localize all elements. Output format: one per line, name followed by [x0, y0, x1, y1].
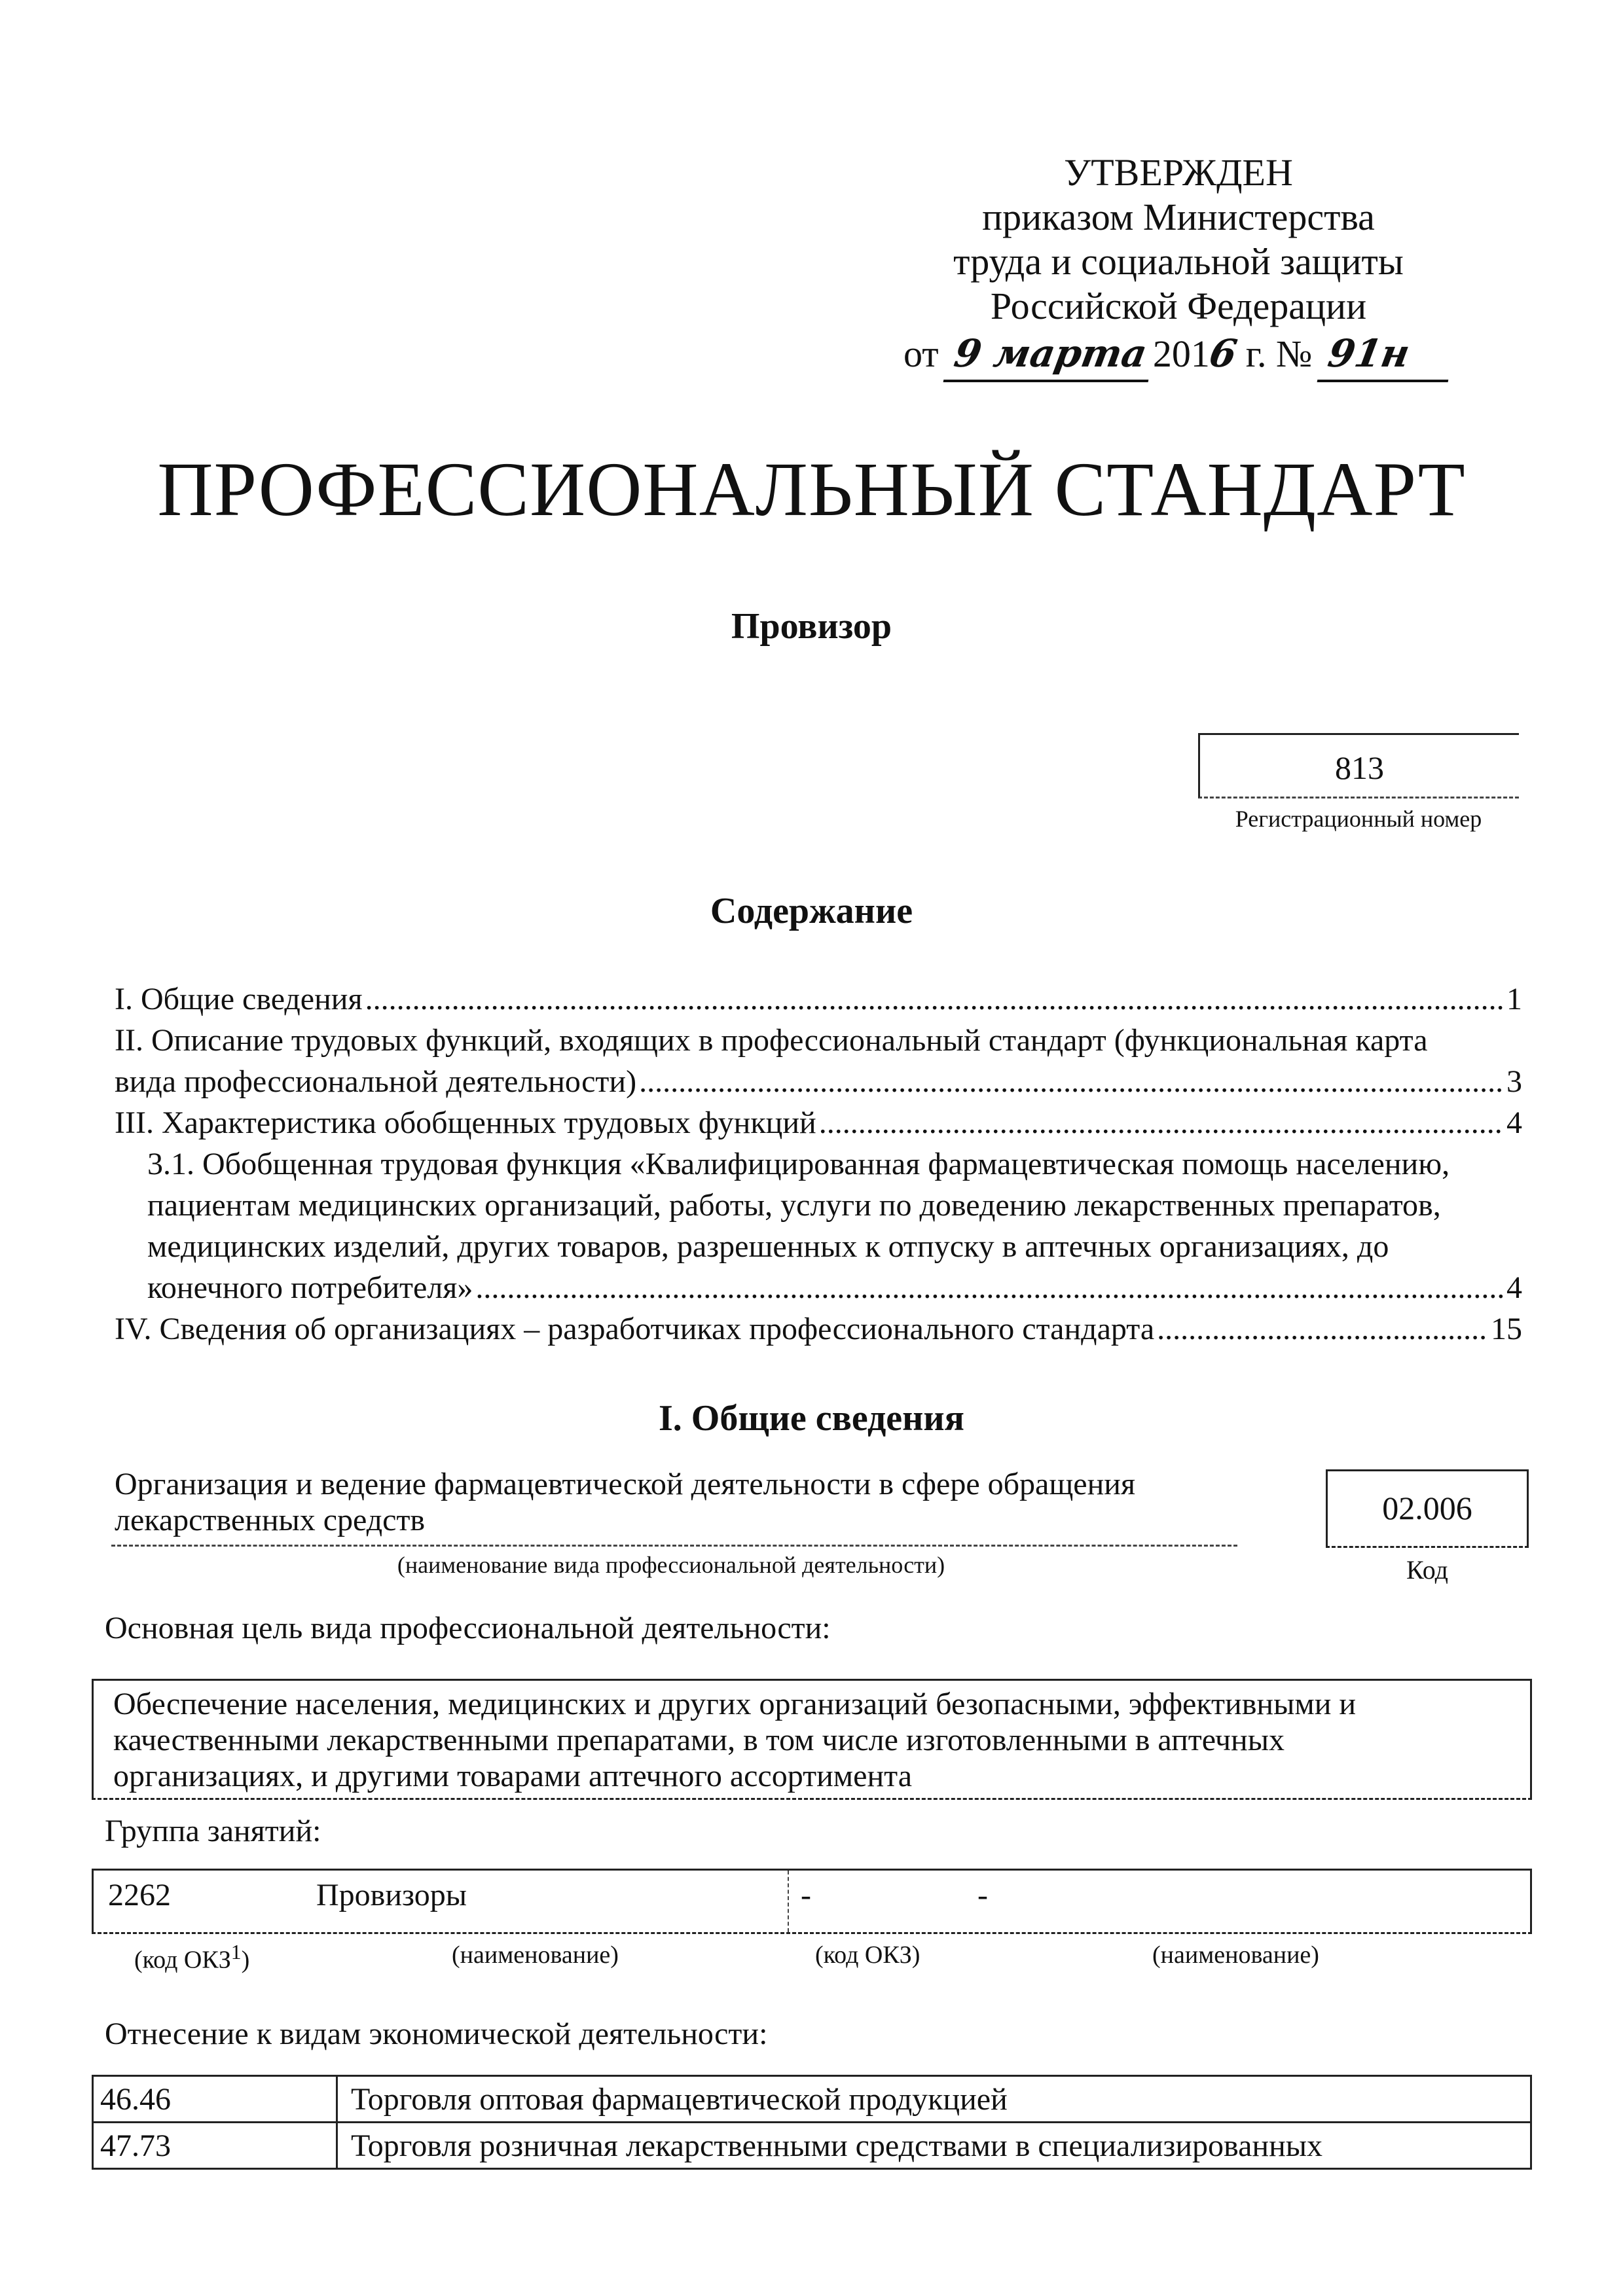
goal-line: качественными лекарственными препаратами, в том числе изготовленными в аптечных — [113, 1723, 1285, 1757]
table-row — [93, 2123, 1531, 2169]
activity-name — [115, 1466, 1228, 1538]
okz-name-2-caption: (наименование) — [1152, 1941, 1319, 1969]
registration-caption: Регистрационный номер — [1235, 806, 1482, 832]
toc-leader-dots — [365, 978, 1504, 1020]
okved-name: Торговля оптовая фармацевтической продукцией — [337, 2076, 1531, 2123]
toc-item-page: 3 — [1506, 1064, 1522, 1099]
activity-code-box: 02.006 — [1326, 1469, 1529, 1548]
activity-caption: (наименование вида профессиональной деятельности) — [397, 1552, 945, 1578]
toc-item[interactable] — [115, 1308, 1522, 1350]
okz-code-caption-text: (код ОКЗ — [134, 1946, 231, 1974]
activity-name-line: лекарственных средств — [115, 1503, 426, 1537]
document-title: ПРОФЕССИОНАЛЬНЫЙ СТАНДАРТ — [157, 446, 1466, 532]
approval-line: приказом Министерства — [982, 196, 1375, 238]
toc-item-page: 15 — [1491, 1312, 1522, 1346]
toc-item-text: III. Характеристика обобщенных трудовых функций — [115, 1105, 816, 1140]
profession-name: Провизор — [731, 606, 892, 647]
okved-code: 46.46 — [93, 2076, 337, 2123]
goal-box — [92, 1679, 1532, 1800]
goal-label: Основная цель вида профессиональной деятельности: — [105, 1611, 831, 1645]
toc-item[interactable] — [115, 1061, 1522, 1102]
date-prefix: от — [903, 332, 939, 375]
activity-code-caption: Код — [1406, 1555, 1448, 1585]
table-row — [93, 2076, 1531, 2123]
date-year-prefix: 201 — [1152, 332, 1210, 375]
okved-code: 47.73 — [93, 2123, 337, 2169]
handwritten-date — [943, 327, 1158, 382]
footnote-marker: 1 — [230, 1941, 242, 1964]
toc-leader-dots — [819, 1102, 1504, 1143]
okved-table — [92, 2075, 1532, 2170]
date-year-last: 6 — [1205, 331, 1241, 376]
goal-line: организациях, и другими товарами аптечного ассортимента — [113, 1759, 912, 1793]
activity-underline — [111, 1545, 1237, 1547]
toc-item-text: вида профессиональной деятельности) — [115, 1064, 637, 1099]
date-day: 9 — [951, 331, 985, 376]
okz-name-2: - — [977, 1878, 988, 1912]
toc-item-text[interactable]: медицинских изделий, других товаров, разрешенных к отпуску в аптечных организациях, до — [147, 1229, 1389, 1264]
okz-code-2: - — [801, 1878, 811, 1912]
toc-item-page: 1 — [1506, 982, 1522, 1016]
section-heading: I. Общие сведения — [659, 1398, 964, 1439]
approval-date-line — [903, 327, 1453, 382]
toc-heading: Содержание — [710, 891, 913, 931]
approval-line: УТВЕРЖДЕН — [1064, 151, 1293, 194]
approval-line: труда и социальной защиты — [953, 240, 1404, 283]
okved-name: Торговля розничная лекарственными средствами в специализированных — [337, 2123, 1531, 2169]
toc-item-text[interactable]: 3.1. Обобщенная трудовая функция «Квалифицированная фармацевтическая помощь населению, — [147, 1147, 1450, 1181]
toc-item-page: 4 — [1506, 1270, 1522, 1305]
toc-leader-dots — [1157, 1308, 1488, 1350]
toc-item-page: 4 — [1506, 1105, 1522, 1140]
registration-number-box: 813 — [1198, 733, 1519, 798]
toc-item[interactable] — [115, 1267, 1522, 1308]
toc-leader-dots — [639, 1061, 1504, 1102]
okz-code-caption — [134, 1941, 249, 1975]
toc-leader-dots — [475, 1267, 1504, 1308]
approval-block — [851, 151, 1506, 329]
toc-item-text[interactable]: пациентам медицинских организаций, работы, услуги по доведению лекарственных препаратов, — [147, 1188, 1441, 1223]
goal-line: Обеспечение населения, медицинских и других организаций безопасными, эффективными и — [113, 1687, 1357, 1721]
approval-line: Российской Федерации — [990, 285, 1367, 327]
toc-item[interactable] — [115, 978, 1522, 1020]
activity-name-line: Организация и ведение фармацевтической деятельности в сфере обращения — [115, 1467, 1136, 1501]
toc-item-text[interactable]: II. Описание трудовых функций, входящих в профессиональный стандарт (функциональная карта — [115, 1023, 1428, 1058]
group-divider — [788, 1871, 789, 1932]
okz-name-caption: (наименование) — [452, 1941, 619, 1969]
date-year-suffix: г. № — [1245, 332, 1313, 375]
okz-code-caption-close: ) — [241, 1946, 250, 1974]
okz-name: Провизоры — [316, 1878, 467, 1912]
occupation-group-table — [92, 1869, 1532, 1934]
toc-item-text: конечного потребителя» — [147, 1270, 473, 1305]
toc-item-text: I. Общие сведения — [115, 982, 363, 1016]
occupation-group-label: Группа занятий: — [105, 1814, 321, 1848]
okved-label: Отнесение к видам экономической деятельности: — [105, 2017, 768, 2051]
toc-item-text: IV. Сведения об организациях – разработчиках профессионального стандарта — [115, 1312, 1155, 1346]
okz-code-2-caption: (код ОКЗ) — [815, 1941, 921, 1969]
date-month: марта — [991, 331, 1151, 376]
toc-item[interactable] — [115, 1102, 1522, 1143]
okz-code: 2262 — [108, 1878, 171, 1912]
order-number: 91н — [1317, 327, 1457, 382]
table-of-contents — [115, 978, 1522, 1350]
